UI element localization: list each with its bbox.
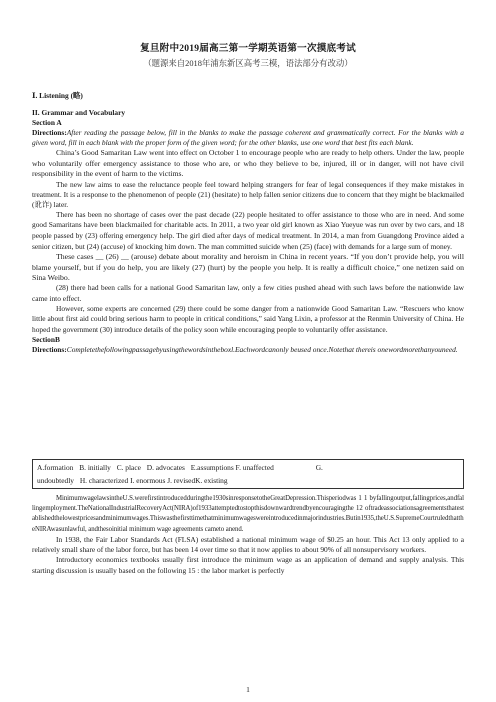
exam-title: 复旦附中2019届高三第一学期英语第一次摸底考试 — [140, 43, 356, 54]
section-b-directions — [32, 345, 464, 355]
word-option: B. initially — [79, 463, 111, 472]
passage-paragraph: China’s Good Samaritan Law went into effect on October 1 to encourage people who are ready to help others. Under the law, people who voluntarily offer emergency assistance to those who are, or who they believe to be, injured, ill or in danger, will not have civil responsibility in the event of harm to the victims. — [32, 148, 464, 179]
passage-b-paragraph: In 1938, the Fair Labor Standards Act (FLSA) established a national minimum wage of $0.25 an hour. This Act 13 only applied to a relatively small share of the labor force, but has been 14 over time so that it now applies to about 90% of all nonsupervisory workers. — [32, 534, 464, 555]
directions-b-label: Directions: — [32, 345, 67, 355]
passage-paragraph: (28) there had been calls for a national Good Samaritan law, only a few cities pushed ahead with such laws before the nationwide law came into effect. — [32, 283, 464, 303]
grammar-heading: II. Grammar and Vocabulary — [32, 108, 126, 117]
passage-b-paragraph: MinimumwagelawsintheU.S.werefirstintroducedduringthe1930sinresponsetotheGreatDepression.Thisperiodwas 1 1 byfallingoutput,fallingprices,andfallingemployment.TheNationalIndustrialRecoveryAct(NIRA)of1933attemptedtostopthisdownwardtrendbyencouragingthe 12 oftradeassociationsagreementsthatestablishedthelowestpricesandminimumwages.Thiswasthefirsttimethatminimumwageswereintroducedinmajorindustries.Butin1935,theU.S.SupremeCourtruledthattheNIRAwasunlawful, andthesoinitial minimum wage agreements cameto anend. — [32, 495, 464, 533]
word-option: A.formation — [37, 463, 74, 472]
passage-b-paragraph: Introductory economics textbooks usually first introduce the minimum wage as an application of demand and supply analysis. This starting discussion is usually based on the following 15 : the labor market is perfectly — [32, 555, 464, 575]
word-option: H. characterized I. enormous J. revisedK. existing — [79, 476, 228, 485]
exam-subtitle: （题源来自2018年浦东新区高考三模，语法部分有改动） — [143, 59, 353, 68]
page-number: 1 — [246, 685, 250, 694]
word-option: G. — [315, 463, 323, 472]
section-listening-heading — [32, 91, 464, 101]
word-option: D. advocates — [146, 463, 185, 472]
directions-b-text: Completethefollowingpassagebyusingthewordsintheboxl.Eachwordcanonly beused once.Notethat thereis onewordmorethanyouneed. — [66, 345, 458, 355]
word-option: C. place — [116, 463, 141, 472]
word-box-row-2 — [37, 474, 459, 487]
passage-paragraph: However, some experts are concerned (29) there could be some danger from a nationwide Good Samaritan Law. “Rescuers who know little about first aid could bring serious harm to people in critical conditions,” said Yang Lixin, a professor at the Renmin University of China. He hoped the government (30) introduce details of the policy soon while encouraging people to voluntarily offer assistance. — [32, 303, 464, 334]
listening-heading: Ⅰ. Listening (略) — [32, 91, 83, 100]
section-a-heading: Section A — [32, 118, 62, 128]
section-b-heading: SectionB — [32, 335, 60, 345]
word-option: E.assumptions F. unaffected — [190, 463, 274, 472]
word-option: undoubtedly — [37, 476, 74, 485]
section-b-passage — [32, 494, 464, 576]
passage-paragraph: The new law aims to ease the reluctance people feel toward helping strangers for fear of legal consequences if they make mistakes in treatment. It is a response to the phenomenon of people (21) (hesitate) to help fallen senior citizens due to concern that they might be blackmailed (讹诈) later. — [32, 179, 464, 209]
passage-paragraph: There has been no shortage of cases over the past decade (22) people hesitated to offer assistance to those who are in need. And some good Samaritans have been blackmailed for charitable acts. In 2011, a two year old girl known as Xiao Yueyue was run over by two cars, and 18 people passed by (23) offering emergency help. The girl died after days of medical treatment. In 2014, a man from Guangdong Province aided a senior citizen, but (24) (accuse) of knocking him down. The man committed suicide when (25) (face) with demands for a large sum of money. — [32, 209, 464, 251]
directions-text: After reading the passage below, fill in the blanks to make the passage coherent and grammatically correct. For the blanks with a given word, fill in each blank with the proper form of the given word; for the other blanks, use one word that best fits each blank. — [32, 128, 464, 148]
section-a-directions — [32, 128, 464, 148]
passage-paragraph: These cases __ (26) __ (arouse) debate about morality and heroism in China in recent years. “If you don’t provide help, you will blame yourself, but if you do help, you are likely (27) (hurt) by the people you help. It is really a difficult choice,” one netizen said on Sina Weibo. — [32, 252, 464, 283]
word-box-row-1 — [37, 461, 459, 474]
directions-label: Directions: — [32, 128, 67, 138]
word-box — [32, 459, 464, 489]
section-grammar — [32, 108, 464, 355]
